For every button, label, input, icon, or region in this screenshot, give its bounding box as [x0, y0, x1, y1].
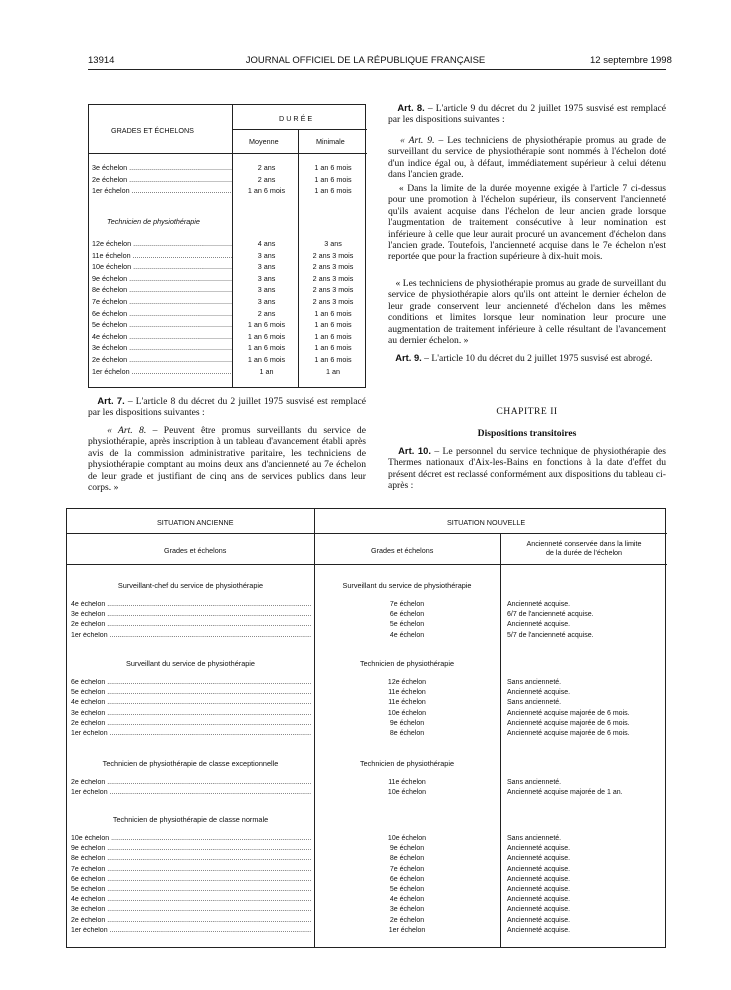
- grade-cell: 3e échelon .....: [92, 163, 232, 172]
- grade-cell: 10e échelon .....: [92, 262, 232, 271]
- old-grade-cell: 1er échelon .....: [71, 730, 311, 737]
- table-row: [67, 611, 667, 621]
- table-row: [67, 720, 667, 730]
- table-row: [67, 835, 667, 845]
- table-row: [89, 332, 367, 344]
- header-rule: [88, 69, 666, 70]
- old-grade-cell: 2e échelon .....: [71, 621, 311, 628]
- minimale-cell: 2 ans 3 mois: [312, 285, 354, 295]
- anciennete-cell: Ancienneté acquise.: [507, 916, 571, 924]
- article-7-body: – L'article 8 du décret du 2 juillet 1975 susvisé est remplacé par les dispositions suivantes :: [88, 396, 366, 419]
- section-title-technicien: Technicien de physiothérapie: [107, 217, 200, 226]
- article-8-quote-body: – Peuvent être promus surveillants du service de physiothérapie, après inscription à un tableau d'avancement établi après avis de la commission administrative paritaire, les techniciens de physiothérapie comptant au moins deux ans d'ancienneté au 7e échelon de leur grade et justifiant de cinq ans de services publics dans leur corps. »: [88, 425, 366, 494]
- article-9-label: Art. 9.: [395, 352, 422, 363]
- article-9-body: – L'article 10 du décret du 2 juillet 1975 susvisé est abrogé.: [421, 353, 653, 364]
- minimale-cell: 1 an 6 mois: [314, 308, 352, 318]
- table-row: [89, 274, 367, 286]
- old-grade-cell: 2e échelon .....: [71, 917, 311, 924]
- publication-date: 12 septembre 1998: [590, 55, 672, 66]
- old-grade-cell: 4e échelon .....: [71, 601, 311, 608]
- column-header-moyenne: Moyenne: [249, 137, 279, 146]
- anciennete-cell: Ancienneté acquise majorée de 6 mois.: [507, 709, 630, 717]
- article-9-quote-label: « Art. 9.: [400, 135, 435, 146]
- minimale-cell: 2 ans 3 mois: [312, 250, 354, 260]
- old-grade-cell: 1er échelon .....: [71, 632, 311, 639]
- old-grade-cell: 4e échelon .....: [71, 896, 311, 903]
- anciennete-cell: 6/7 de l'ancienneté acquise.: [507, 611, 594, 619]
- grade-cell: 2e échelon .....: [92, 175, 232, 184]
- section-title-old: Surveillant-chef du service de physiothérapie: [117, 581, 264, 590]
- anciennete-cell: Ancienneté acquise.: [507, 926, 571, 934]
- table-row: [89, 320, 367, 332]
- old-grade-cell: 5e échelon .....: [71, 689, 311, 696]
- table-row: [67, 779, 667, 789]
- article-10: [388, 445, 666, 492]
- old-grade-cell: 3e échelon .....: [71, 611, 311, 618]
- moyenne-cell: 3 ans: [257, 262, 276, 272]
- grade-cell: 8e échelon .....: [92, 285, 232, 294]
- new-grade-cell: 10e échelon: [387, 789, 427, 797]
- chapter-heading: CHAPITRE II: [496, 406, 558, 417]
- new-grade-cell: 11e échelon: [388, 689, 426, 697]
- section-title-new: Surveillant du service de physiothérapie: [342, 581, 472, 590]
- anciennete-cell: Ancienneté acquise majorée de 6 mois.: [507, 730, 630, 737]
- column-header-grades-old: Grades et échelons: [164, 546, 227, 555]
- paragraph-dernier-echelon-text: « Les techniciens de physiothérapie promus au grade de surveillant du service de physiothérapie alors qu'ils ont atteint le dernier échelon de leur grade conservent leur ancienneté d'échelon dans les mêmes conditions et limites lorsque leur nomination leur procure une augmentation de traitement inférieure à celle résultant de l'avancement au dernier échelon. »: [388, 278, 667, 347]
- moyenne-cell: 3 ans: [257, 273, 276, 283]
- old-grade-cell: 10e échelon .....: [71, 835, 311, 842]
- table-row: [67, 601, 667, 611]
- reclassement-table: [66, 508, 666, 948]
- anciennete-cell: Ancienneté acquise.: [507, 689, 571, 697]
- column-header-grades-new: Grades et échelons: [371, 546, 434, 555]
- grade-cell: 9e échelon .....: [92, 274, 232, 283]
- table-row: [67, 789, 667, 799]
- minimale-cell: 2 ans 3 mois: [312, 273, 354, 283]
- anciennete-cell: Ancienneté acquise majorée de 1 an.: [507, 789, 623, 797]
- new-grade-cell: 7e échelon: [389, 865, 425, 873]
- old-grade-cell: 7e échelon .....: [71, 866, 311, 873]
- anciennete-cell: Sans ancienneté.: [507, 699, 562, 707]
- column-header-anciennete-line1: Ancienneté conservée dans la limite: [526, 539, 642, 548]
- table-row: [67, 866, 667, 876]
- new-grade-cell: 4e échelon: [389, 896, 425, 904]
- anciennete-cell: Ancienneté acquise majorée de 6 mois.: [507, 719, 630, 727]
- grade-cell: 6e échelon .....: [92, 309, 232, 318]
- minimale-cell: 1 an 6 mois: [314, 186, 352, 195]
- article-8-quote: [88, 425, 366, 493]
- new-grade-cell: 9e échelon: [389, 845, 425, 853]
- moyenne-cell: 2 ans: [257, 163, 276, 172]
- table-row: [89, 251, 367, 263]
- minimale-cell: 1 an: [326, 366, 340, 376]
- anciennete-cell: Ancienneté acquise.: [507, 845, 571, 853]
- table-row: [89, 186, 367, 198]
- anciennete-cell: Ancienneté acquise.: [507, 601, 571, 608]
- table-row: [89, 285, 367, 297]
- new-grade-cell: 11e échelon: [388, 699, 426, 707]
- new-grade-cell: 6e échelon: [389, 611, 425, 619]
- new-grade-cell: 8e échelon: [389, 855, 425, 863]
- new-grade-cell: 9e échelon: [389, 719, 425, 727]
- table-row: [67, 710, 667, 720]
- table-row: [89, 355, 367, 367]
- table-row: [67, 699, 667, 709]
- minimale-cell: 1 an 6 mois: [314, 320, 352, 330]
- article-8-quote-label: « Art. 8.: [107, 425, 147, 436]
- moyenne-cell: 1 an: [259, 366, 274, 376]
- anciennete-cell: Ancienneté acquise.: [507, 621, 571, 629]
- table-row: [67, 845, 667, 855]
- section-title-old: Surveillant du service de physiothérapie: [126, 659, 255, 668]
- grade-cell: 1er échelon .....: [92, 186, 232, 195]
- old-grade-cell: 5e échelon .....: [71, 886, 311, 893]
- moyenne-cell: 1 an 6 mois: [247, 320, 286, 330]
- table-row: [89, 163, 367, 175]
- table-row: [67, 730, 667, 740]
- article-8: [388, 102, 666, 126]
- old-grade-cell: 2e échelon .....: [71, 720, 311, 727]
- old-grade-cell: 2e échelon .....: [71, 779, 311, 786]
- table-row: [89, 239, 367, 251]
- anciennete-cell: 5/7 de l'ancienneté acquise.: [507, 631, 594, 639]
- table-row: [67, 876, 667, 886]
- minimale-cell: 2 ans 3 mois: [312, 262, 354, 272]
- table-divider: [67, 533, 667, 534]
- moyenne-cell: 1 an 6 mois: [247, 186, 286, 195]
- old-grade-cell: 3e échelon .....: [71, 710, 311, 717]
- article-8-body: – L'article 9 du décret du 2 juillet 1975 susvisé est remplacé par les dispositions suivantes :: [388, 103, 666, 126]
- column-header-grades: GRADES ET ÉCHELONS: [111, 126, 194, 135]
- new-grade-cell: 6e échelon: [389, 875, 425, 883]
- moyenne-cell: 3 ans: [257, 250, 276, 260]
- table-row: [89, 367, 367, 379]
- section-title-new: Technicien de physiothérapie: [359, 659, 455, 668]
- table-row: [67, 886, 667, 896]
- anciennete-cell: Ancienneté acquise.: [507, 906, 571, 914]
- minimale-cell: 1 an 6 mois: [314, 343, 352, 353]
- table-divider: [67, 564, 667, 565]
- table-row: [67, 689, 667, 699]
- minimale-cell: 1 an 6 mois: [314, 355, 352, 364]
- new-grade-cell: 12e échelon: [387, 679, 427, 686]
- article-9: [388, 352, 666, 364]
- moyenne-cell: 3 ans: [257, 297, 276, 306]
- anciennete-cell: Ancienneté acquise.: [507, 886, 571, 893]
- new-grade-cell: 3e échelon: [389, 906, 425, 914]
- moyenne-cell: 1 an 6 mois: [247, 331, 286, 341]
- new-grade-cell: 7e échelon: [389, 601, 425, 608]
- table-row: [67, 855, 667, 865]
- article-7: [88, 395, 366, 419]
- moyenne-cell: 3 ans: [257, 285, 276, 295]
- article-10-label: Art. 10.: [398, 445, 431, 456]
- old-grade-cell: 4e échelon .....: [71, 699, 311, 706]
- moyenne-cell: 1 an 6 mois: [247, 355, 286, 364]
- new-grade-cell: 1er échelon: [388, 926, 426, 934]
- table-divider: [89, 153, 367, 154]
- article-9-quote: [388, 135, 666, 181]
- new-grade-cell: 5e échelon: [389, 886, 425, 893]
- minimale-cell: 1 an 6 mois: [314, 163, 352, 172]
- table-row: [89, 343, 367, 355]
- article-9-quote-body: – Les techniciens de physiothérapie promus au grade de surveillant du service de physiothérapie sont nommés à l'échelon doté d'un indice égal ou, à défaut, immédiatement supérieur à celui détenu dans l'ancien grade.: [388, 135, 666, 181]
- table-row: [67, 906, 667, 916]
- anciennete-cell: Sans ancienneté.: [507, 835, 562, 842]
- anciennete-cell: Sans ancienneté.: [507, 679, 562, 686]
- section-title-old: Technicien de physiothérapie de classe exceptionnelle: [102, 759, 279, 768]
- table-row: [67, 632, 667, 642]
- table-row: [67, 679, 667, 689]
- moyenne-cell: 4 ans: [257, 239, 276, 248]
- new-grade-cell: 8e échelon: [389, 730, 425, 737]
- table-row: [89, 309, 367, 321]
- grade-cell: 12e échelon .....: [92, 239, 232, 248]
- table-row: [89, 262, 367, 274]
- paragraph-anciennete-text: « Dans la limite de la durée moyenne exigée à l'article 7 ci-dessus pour une promotion à l'échelon supérieur, ils conservent l'ancienneté qu'ils avaient acquise dans l'échelon de leur ancien grade lorsque l'augmentation de traitement consécutive à leur nomination est inférieure à celle que leur aurait procuré un avancement d'échelon dans l'ancien grade. Toutefois, l'ancienneté acquise dans le 7e échelon n'est reportée que pour la fraction supérieure à dix-huit mois.: [388, 183, 666, 263]
- anciennete-cell: Ancienneté acquise.: [507, 865, 571, 873]
- table-row: [67, 896, 667, 906]
- new-grade-cell: 5e échelon: [389, 621, 425, 629]
- minimale-cell: 1 an 6 mois: [314, 174, 352, 184]
- old-grade-cell: 6e échelon .....: [71, 876, 311, 883]
- duree-table: [88, 104, 366, 388]
- table-row: [67, 927, 667, 937]
- new-grade-cell: 11e échelon: [388, 779, 426, 786]
- column-header-situation-nouvelle: SITUATION NOUVELLE: [447, 518, 526, 527]
- moyenne-cell: 2 ans: [257, 308, 276, 318]
- anciennete-cell: Ancienneté acquise.: [507, 896, 571, 904]
- column-header-anciennete-line2: de la durée de l'échelon: [545, 548, 623, 557]
- grade-cell: 7e échelon .....: [92, 297, 232, 306]
- journal-title: JOURNAL OFFICIEL DE LA RÉPUBLIQUE FRANÇAISE: [245, 55, 486, 66]
- old-grade-cell: 9e échelon .....: [71, 845, 311, 852]
- minimale-cell: 1 an 6 mois: [314, 331, 352, 341]
- table-row: [67, 917, 667, 927]
- old-grade-cell: 8e échelon .....: [71, 855, 311, 862]
- grade-cell: 2e échelon .....: [92, 355, 232, 364]
- grade-cell: 4e échelon .....: [92, 332, 232, 341]
- article-8-label: Art. 8.: [397, 102, 425, 113]
- table-row: [67, 621, 667, 631]
- new-grade-cell: 4e échelon: [389, 631, 425, 639]
- article-10-body: – Le personnel du service technique de physiothérapie des Thermes nationaux d'Aix-les-Bains en fonctions à la date d'effet du présent décret est reclassé conformément aux dispositions du tableau ci-après :: [388, 446, 666, 492]
- column-header-minimale: Minimale: [316, 137, 345, 146]
- paragraph-dernier-echelon: [388, 278, 666, 346]
- old-grade-cell: 6e échelon .....: [71, 679, 311, 686]
- table-divider: [232, 129, 367, 130]
- article-7-label: Art. 7.: [97, 395, 125, 406]
- old-grade-cell: 3e échelon .....: [71, 906, 311, 913]
- grade-cell: 5e échelon .....: [92, 320, 232, 329]
- old-grade-cell: 1er échelon .....: [71, 927, 311, 934]
- section-heading: Dispositions transitoires: [477, 428, 577, 439]
- table-row: [89, 175, 367, 187]
- new-grade-cell: 2e échelon: [389, 916, 425, 924]
- column-header-situation-ancienne: SITUATION ANCIENNE: [157, 518, 234, 527]
- new-grade-cell: 10e échelon: [387, 709, 427, 717]
- column-header-duree: DURÉE: [279, 114, 315, 123]
- section-title-old: Technicien de physiothérapie de classe normale: [112, 815, 269, 824]
- anciennete-cell: Sans ancienneté.: [507, 779, 562, 786]
- anciennete-cell: Ancienneté acquise.: [507, 855, 571, 863]
- grade-cell: 3e échelon .....: [92, 343, 232, 352]
- minimale-cell: 3 ans: [324, 239, 342, 248]
- page-number: 13914: [88, 55, 115, 66]
- minimale-cell: 2 ans 3 mois: [312, 297, 354, 306]
- table-row: [89, 297, 367, 309]
- grade-cell: 1er échelon .....: [92, 367, 232, 376]
- anciennete-cell: Ancienneté acquise.: [507, 875, 571, 883]
- grade-cell: 11e échelon .....: [92, 251, 232, 260]
- section-title-new: Technicien de physiothérapie: [359, 759, 455, 768]
- paragraph-anciennete: [388, 183, 666, 263]
- moyenne-cell: 1 an 6 mois: [247, 343, 286, 353]
- moyenne-cell: 2 ans: [257, 174, 276, 184]
- old-grade-cell: 1er échelon .....: [71, 789, 311, 796]
- new-grade-cell: 10e échelon: [387, 835, 427, 842]
